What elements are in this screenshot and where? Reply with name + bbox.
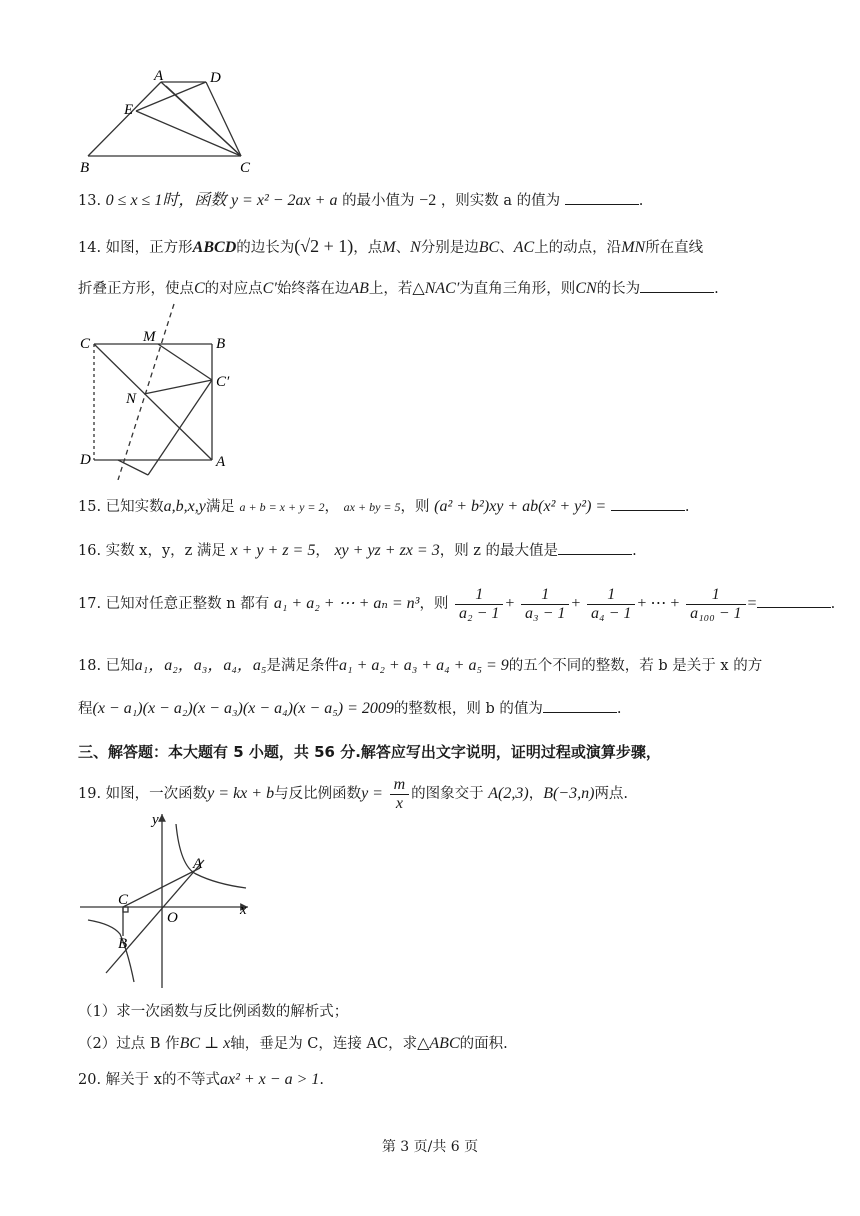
section-heading: 三、解答题：本大题有 5 小题，共 56 分.解答应写出文字说明，证明过程或演算步骤， (78, 743, 661, 761)
label-A: A (193, 856, 203, 872)
question-14-line-1: 14. 如图，正方形ABCD的边长为(√2 + 1)，点M、N分别是边BC、AC上的动点，沿MN所在直线 (78, 236, 704, 256)
axis-label-x: x (240, 902, 247, 918)
question-15: 15. 已知实数a,b,x,y满足 a + b = x + y = 2， ax + by = 5，则 (a² + b²)xy + ab(x² + y²) = . (78, 498, 690, 515)
answer-blank-14[interactable] (640, 278, 714, 293)
figure-q19 (76, 810, 256, 990)
label-C: C (118, 892, 129, 908)
label-E: E (124, 102, 134, 118)
question-19-part-1: （1）求一次函数与反比例函数的解析式； (78, 1004, 349, 1020)
fraction-2: $\frac{1}{\text{a₃ − 1}}$ (521, 586, 569, 623)
label-B: B (80, 160, 90, 176)
question-13: 13. 0 ≤ x ≤ 1时，函数 y = x² − 2ax + a 的最小值为 −2 ，则实数 a 的值为 . (78, 192, 644, 209)
figure-q12 (78, 64, 268, 184)
label-D: D (210, 70, 221, 86)
axis-label-y: y (152, 812, 159, 828)
fraction-m-over-x: $\frac{m}{x}$ (390, 776, 410, 813)
page-footer: 第 3 页/共 6 页 (381, 1139, 479, 1155)
question-16: 16. 实数 x，y，z 满足 x + y + z = 5， xy + yz + zx = 3，则 z 的最大值是 . (78, 542, 637, 559)
figure-q14 (76, 300, 246, 480)
fraction-1: $\frac{1}{\text{a₂ − 1}}$ (455, 586, 503, 623)
answer-blank-13[interactable] (565, 190, 639, 205)
label-C: C (80, 336, 91, 352)
label-M: M (143, 329, 156, 345)
answer-blank-17[interactable] (757, 593, 831, 608)
question-17: 17. 已知对任意正整数 n 都有 a₁ + a₂ + ⋯ + aₙ = n³，则 $\frac{1}{\text{a₂ − 1}}$ + $\frac{1}{\text{a₃ − 1}}$ + $\frac{1}{\text{a₄ − 1}}$ + ⋯ + $\frac{1}{\text{a₁₀₀ − 1}}$ = . (78, 585, 836, 622)
question-20: 20. 解关于 x的不等式ax² + x − a > 1. (78, 1071, 324, 1088)
question-19-part-2: （2）过点 B 作BC ⊥ x轴，垂足为 C，连接 AC，求△ABC的面积. (78, 1035, 508, 1052)
question-18-line-2: 程(x − a₁)(x − a₂)(x − a₃)(x − a₄)(x − a₅) = 2009的整数根，则 b 的值为 . (78, 700, 622, 717)
label-C: C (240, 160, 251, 176)
label-A: A (154, 68, 164, 84)
answer-blank-18[interactable] (543, 698, 617, 713)
label-O: O (167, 910, 178, 926)
fraction-3: $\frac{1}{\text{a₄ − 1}}$ (587, 586, 635, 623)
label-A: A (216, 454, 226, 470)
answer-blank-16[interactable] (558, 540, 632, 555)
label-C-prime: C′ (216, 374, 230, 390)
label-B: B (118, 936, 128, 952)
label-D: D (80, 452, 91, 468)
question-19: 19. 如图，一次函数y = kx + b与反比例函数y = $\frac{m}{x}$ 的图象交于 A(2,3)，B(−3,n)两点. (78, 775, 629, 812)
question-18-line-1: 18. 已知a₁，a₂，a₃，a₄，a₅是满足条件a₁ + a₂ + a₃ + a₄ + a₅ = 9的五个不同的整数，若 b 是关于 x 的方 (78, 657, 763, 674)
label-B: B (216, 336, 226, 352)
answer-blank-15[interactable] (611, 496, 685, 511)
label-N: N (126, 391, 137, 407)
question-14-line-2: 折叠正方形，使点C的对应点C′始终落在边AB上，若△NAC′为直角三角形，则CN的长为 . (78, 280, 719, 297)
fraction-4: $\frac{1}{\text{a₁₀₀ − 1}}$ (686, 586, 745, 623)
